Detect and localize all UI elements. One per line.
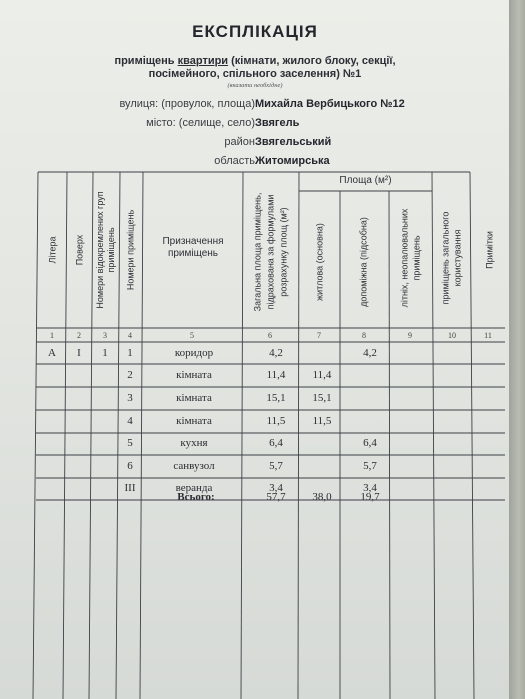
header-total-line-3: розрахунку площ (м²) (278, 207, 289, 297)
cell-room: 6 (127, 460, 133, 472)
header-area-group: Площа (м²) (339, 175, 392, 186)
address-district-value: Звягельський (255, 136, 332, 148)
document-title: ЕКСПЛІКАЦІЯ (192, 22, 318, 41)
address-district-label: район (224, 136, 255, 148)
cell-room: 5 (127, 437, 133, 449)
header-living: житлова (основна) (314, 223, 325, 301)
cell-living: 11,5 (312, 415, 332, 427)
header-summer-line-1: літніх, неопалювальних (399, 208, 410, 308)
summary-total: 57,7 (266, 491, 286, 503)
subtitle-note: (вказати необхідне) (227, 82, 283, 89)
cell-room: ІІІ (124, 482, 136, 494)
header-notes: Примітки (484, 231, 495, 269)
cell-total: 5,7 (269, 460, 283, 472)
address-city-label: місто: (селище, село) (146, 117, 255, 129)
cell-purpose: кухня (180, 437, 208, 449)
header-common-line-2: користування (452, 229, 463, 287)
header-common-line-1: приміщень загального (440, 211, 451, 305)
header-purpose: Призначення приміщень (162, 236, 224, 259)
subtitle-part-b: квартири (177, 55, 229, 67)
cell-room: 1 (127, 347, 133, 359)
col-number: 7 (317, 331, 321, 340)
header-aux: допоміжна (підсобна) (358, 217, 369, 307)
cell-group: 1 (102, 347, 108, 359)
cell-aux: 6,4 (363, 437, 377, 449)
cell-aux: 5,7 (363, 460, 377, 472)
cell-total: 6,4 (269, 437, 283, 449)
summary-label: Всього: (177, 491, 215, 503)
cell-purpose: кімната (176, 369, 212, 381)
address-street-value: Михайла Вербицького №12 (255, 98, 405, 110)
cell-room: 2 (127, 369, 133, 381)
col-number: 4 (128, 331, 132, 340)
summary-living: 38,0 (312, 491, 332, 503)
header-total-line-1: Загальна площа приміщень, (252, 192, 263, 312)
cell-total: 3,4 (269, 482, 283, 494)
col-number: 1 (50, 331, 54, 340)
address-street-label: вулиця: (провулок, площа) (119, 98, 255, 110)
cell-aux: 3,4 (363, 482, 377, 494)
cell-aux: 4,2 (363, 347, 377, 359)
summary-aux: 19,7 (360, 491, 380, 503)
cell-room: 3 (127, 392, 133, 404)
subtitle-line-2: посімейного, спільного заселення) №1 (148, 68, 362, 80)
cell-room: 4 (127, 415, 133, 427)
cell-purpose: санвузол (173, 460, 215, 472)
header-floor: Поверх (74, 234, 85, 266)
subtitle-part-a: приміщень (114, 55, 178, 67)
cell-total: 11,5 (266, 415, 286, 427)
cell-purpose: кімната (176, 392, 212, 404)
address-region-label: область (214, 155, 255, 167)
header-rooms: Номери приміщень (125, 209, 136, 291)
cell-total: 11,4 (266, 369, 286, 381)
col-number: 3 (103, 331, 107, 340)
binding-edge (509, 0, 525, 699)
cell-total: 15,1 (266, 392, 286, 404)
address-region-value: Житомирська (255, 155, 330, 167)
address-city-value: Звягель (255, 117, 300, 129)
col-number: 6 (268, 331, 272, 340)
col-number: 5 (190, 331, 194, 340)
col-number: 8 (362, 331, 366, 340)
header-litera: Літера (47, 236, 58, 264)
col-number: 11 (484, 331, 492, 340)
cell-purpose: кімната (176, 415, 212, 427)
cell-purpose: веранда (175, 482, 213, 494)
header-summer-line-2: приміщень (411, 235, 422, 281)
header-total-line-2: підрахована за формулами (265, 194, 276, 310)
col-number: 10 (448, 331, 456, 340)
cell-living: 11,4 (312, 369, 332, 381)
subtitle-part-c: (кімнати, жилого блоку, секції, (228, 55, 396, 67)
cell-litera: А (48, 347, 56, 359)
header-groups: Номери відокремлених груп приміщень (95, 191, 116, 309)
col-number: 2 (77, 331, 81, 340)
col-number: 9 (408, 331, 412, 340)
cell-purpose: коридор (174, 347, 214, 359)
cell-floor: І (77, 347, 81, 359)
cell-living: 15,1 (312, 392, 332, 404)
cell-total: 4,2 (269, 347, 283, 359)
